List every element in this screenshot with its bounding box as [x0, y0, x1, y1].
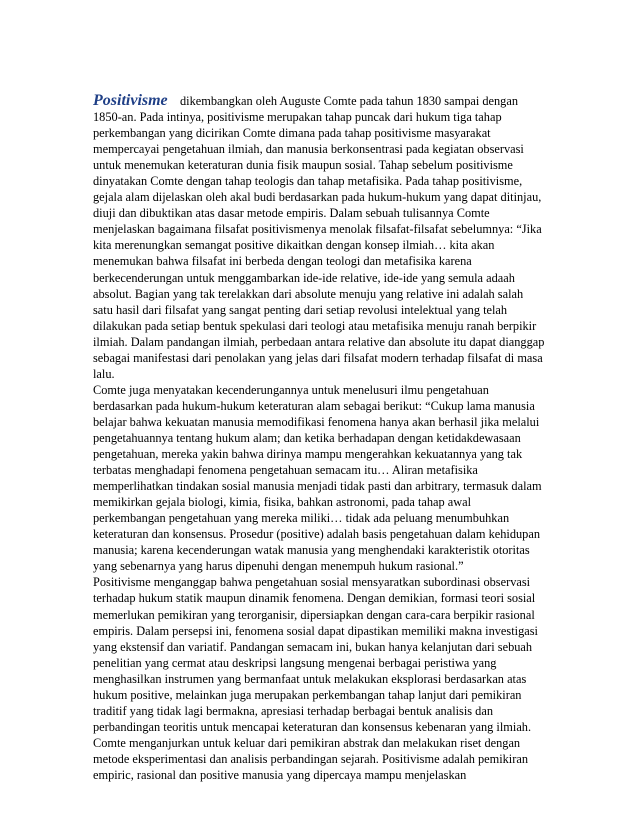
paragraph-intro-text: dikembangkan oleh Auguste Comte pada tahun 1830 sampai dengan 1850-an. Pada intinya, positivisme merupakan tahap puncak dari hukum tiga tahap perkembangan yang dicirikan Comte dimana pada tahap positivisme masyarakat mempercayai pengetahuan ilmiah, dan manusia berkonsentrasi pada kegiatan observasi untuk menemukan keteraturan dunia fisik maupun sosial. Tahap sebelum positivisme dinyatakan Comte dengan tahap teologis dan tahap metafisika. Pada tahap positivisme, gejala alam dijelaskan oleh akal budi berdasarkan pada hukum-hukum yang dapat ditinjau, diuji dan dibuktikan atas dasar metode empiris. Dalam sebuah tulisannya Comte menjelaskan bagaimana filsafat positivismenya menolak filsafat-filsafat sebelumnya: “Jika kita merenungkan semangat positive dikaitkan dengan konsep ilmiah… kita akan menemukan bahwa filsafat ini berbeda dengan teologi dan metafisika karena berkecenderungan untuk menggambarkan ide-ide relative, ide-ide yang semula adaah absolut. Bagian yang tak terelakkan dari absolute menuju yang relative ini adalah salah satu hasil dari filsafat yang sangat penting dari setiap revolusi intelektual yang telah dilakukan pada setiap bentuk spekulasi dari teologi atau metafisika menuju ranah berpikir ilmiah. Dalam pandangan ilmiah, perbedaan antara relative dan absolute itu dapat dianggap sebagai manifestasi dari penolakan yang jelas dari filsafat modern terhadap filsafat di masa lalu.	[93, 94, 545, 381]
lead-term: Positivisme	[93, 92, 168, 109]
paragraph-intro	[93, 93, 545, 382]
document-page	[93, 93, 545, 783]
paragraph-comte-quote: Comte juga menyatakan kecenderungannya untuk menelusuri ilmu pengetahuan berdasarkan pada hukum-hukum keteraturan alam sebagai berikut: “Cukup lama manusia belajar bahwa kekuatan manusia memodifikasi fenomena hanya akan berhasil jika melalui pengetahuannya tentang hukum alam; dan ketika berhadapan dengan ketidakdewasaan pengetahuan, mereka yakin bahwa dirinya mampu mengerahkan kekuatannya yang tak terbatas menghadapi fenomena pengetahuan semacam itu… Aliran metafisika memperlihatkan tindakan sosial manusia menjadi tidak pasti dan arbitrary, termasuk dalam memikirkan gejala biologi, kimia, fisika, bahkan astronomi, pada tahap awal perkembangan pengetahuan yang mereka miliki… tidak ada peluang menumbuhkan keteraturan dan konsensus. Prosedur (positive) adalah basis pengetahuan dalam kehidupan manusia; karena kecenderungan watak manusia yang menghendaki karakteristik otoritas yang sebenarnya yang harus dipenuhi dengan menempuh hukum rasional.”	[93, 382, 542, 574]
paragraph-social-knowledge: Positivisme menganggap bahwa pengetahuan sosial mensyaratkan subordinasi observasi terhadap hukum statik maupun dinamik fenomena. Dengan demikian, formasi teori sosial memerlukan pemikiran yang terorganisir, dipersiapkan dengan cara-cara berpikir rasional empiris. Dalam persepsi ini, fenomena sosial dapat dipastikan memiliki makna investigasi yang ekstensif dan variatif. Pandangan semacam ini, bukan hanya kelanjutan dari sebuah penelitian yang cermat atau deskripsi langsung mengenai berbagai peristiwa yang menghasilkan instrumen yang bermanfaat untuk melakukan eksplorasi berdasarkan atas hukum positive, melainkan juga merupakan perkembangan tahap lanjut dari pemikiran traditif yang tidak lagi bermakna, apresiasi terhadap berbagai bentuk analisis dan perbandingan teoritis untuk mencapai keteraturan dan konsensus kebenaran yang ilmiah. Comte menganjurkan untuk keluar dari pemikiran abstrak dan melakukan riset dengan metode eksperimentasi dan analisis perbandingan sejarah. Positivisme adalah pemikiran empiric, rasional dan positive manusia yang dipercaya mampu menjelaskan	[93, 575, 538, 782]
lead-spacer	[168, 94, 180, 108]
